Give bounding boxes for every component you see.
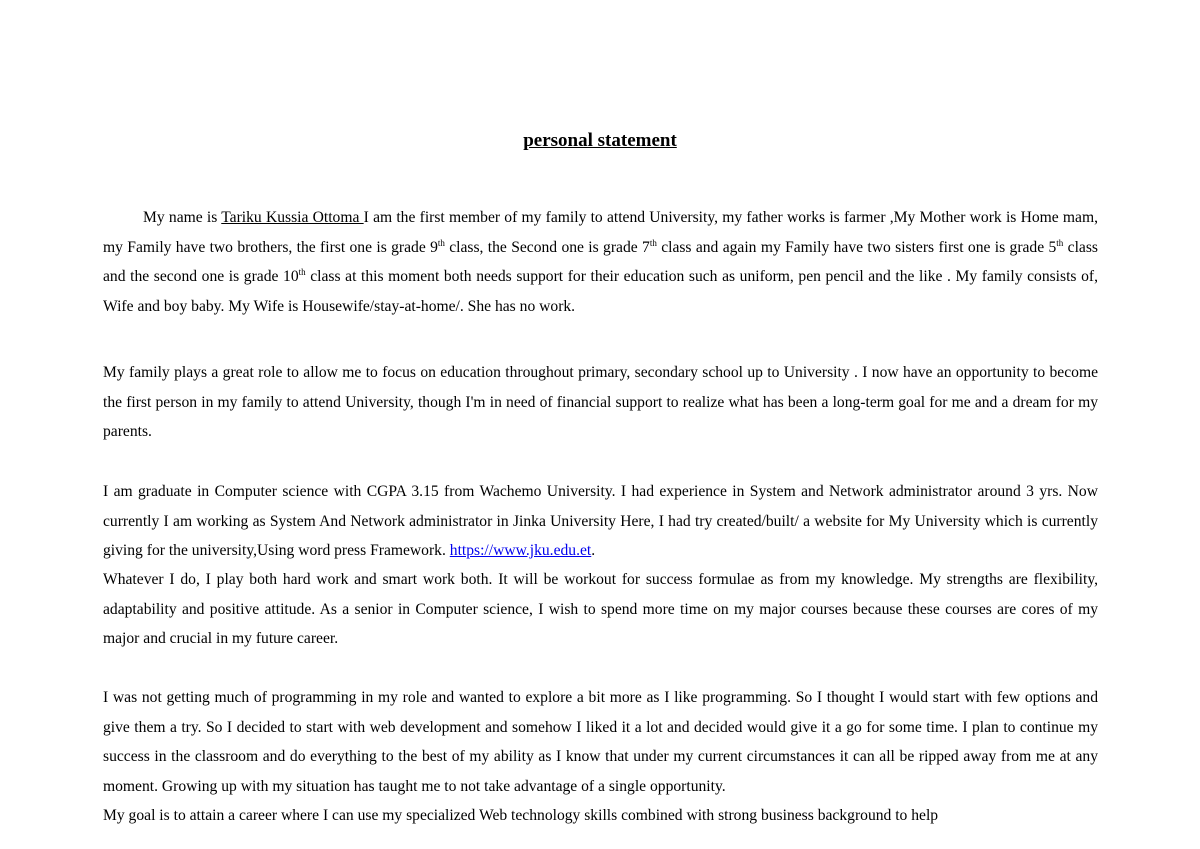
superscript-th: th <box>437 237 445 248</box>
university-website-link[interactable]: https://www.jku.edu.et <box>449 542 592 559</box>
document-title: personal statement <box>523 130 677 151</box>
paragraph-intro <box>103 203 1098 321</box>
intro-text-3: class, the Second one is grade 7 <box>444 238 650 256</box>
paragraph-strengths: Whatever I do, I play both hard work and smart work both. It will be workout for success formulae as from my knowledge. My strengths are flexibility, adaptability and positive attitude. As a senior in Computer science, I wish to spend more time on my major courses because these courses are cores of my major and crucial in my future career. <box>103 571 1098 647</box>
intro-text-1: My name is <box>143 209 222 226</box>
superscript-th: th <box>298 267 306 277</box>
intro-text-6: class at this moment both needs support for their education such as uniform, pen pencil and the like . My family consists of, Wife and boy baby. My Wife is Housewife/stay-at-home/. She has no work. <box>103 268 1098 315</box>
education-text-end: . <box>591 542 596 559</box>
intro-text-5: class and the second one is grade 10 <box>103 238 1098 285</box>
paragraph-family: My family plays a great role to allow me to focus on education throughout primary, secondary school up to University . I now have an opportunity to become the first person in my family to attend University, though I'm in need of financial support to realize what has been a long-term goal for me and a dream for my parents. <box>103 364 1098 440</box>
paragraph-goal: My goal is to attain a career where I can use my specialized Web technology skills combined with strong business background to help <box>103 807 939 824</box>
superscript-th: th <box>649 237 657 248</box>
intro-text-2: I am the first member of my family to attend University, my father works is farmer ,My Mother work is Home mam, my Family have two brothers, the first one is grade 9 <box>103 209 1098 256</box>
paragraph-education <box>103 477 1098 566</box>
superscript-th: th <box>1056 237 1064 248</box>
intro-text-4: class and again my Family have two sisters first one is grade 5 <box>656 238 1057 256</box>
author-name: Tariku Kussia Ottoma <box>221 209 364 226</box>
education-text: I am graduate in Computer science with CGPA 3.15 from Wachemo University. I had experience in System and Network administrator around 3 yrs. Now currently I am working as System And Network administrator in Jinka University Here, I had try created/built/ a website for My University which is currently giving for the university,Using word press Framework. <box>103 483 1098 559</box>
paragraph-programming: I was not getting much of programming in my role and wanted to explore a bit more as I like programming. So I thought I would start with few options and give them a try. So I decided to start with web development and somehow I liked it a lot and decided would give it a go for some time. I plan to continue my success in the classroom and do everything to the best of my ability as I know that under my current circumstances it can all be ripped away from me at any moment. Growing up with my situation has taught me to not take advantage of a single opportunity. <box>103 689 1098 795</box>
